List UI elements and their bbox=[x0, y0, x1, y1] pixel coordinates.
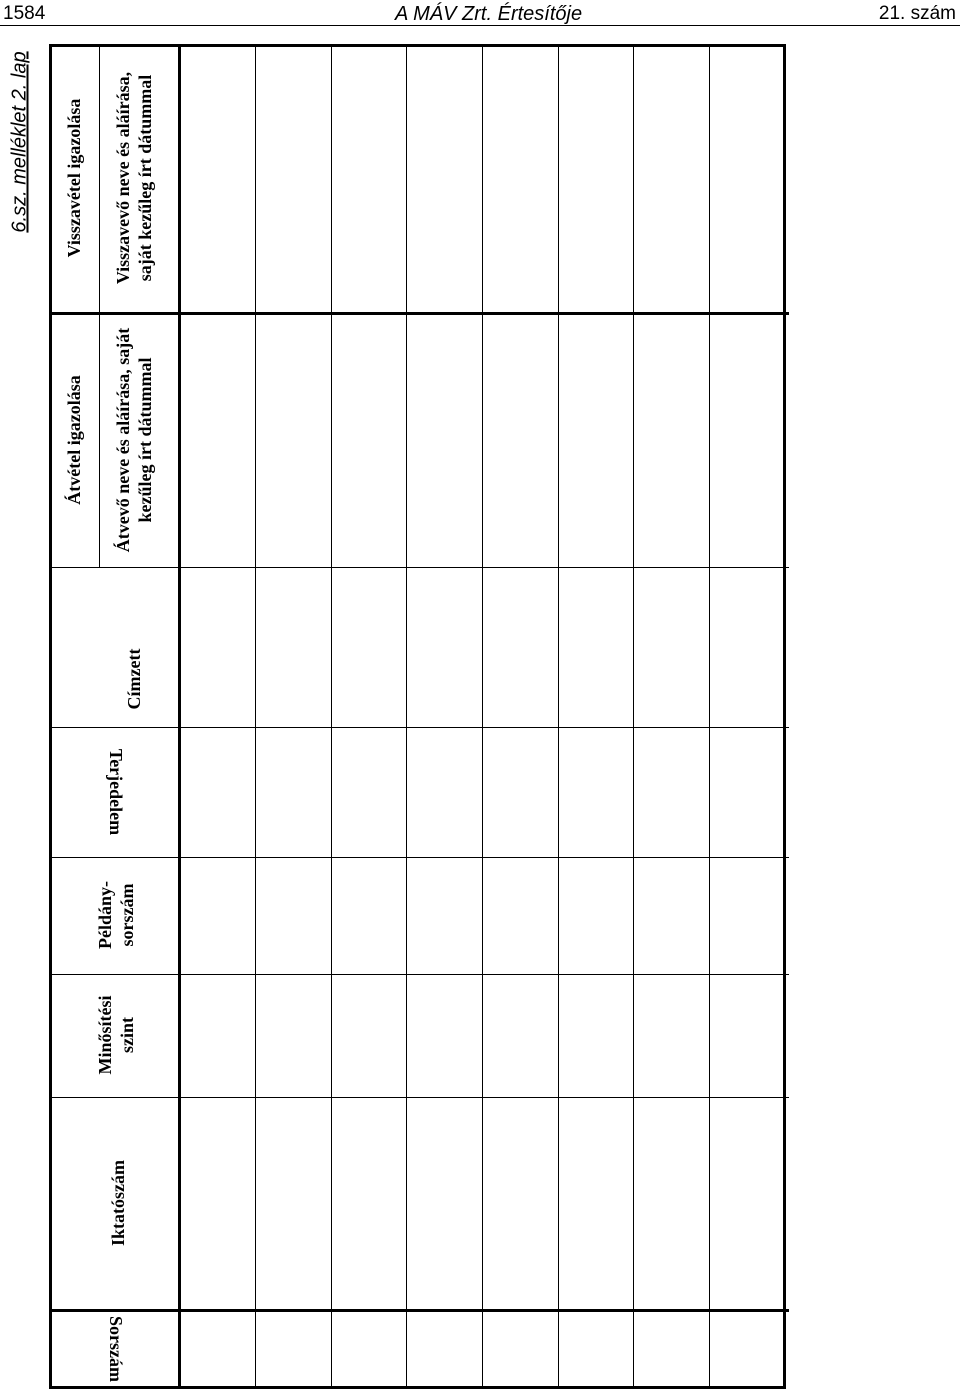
col-header-atvetel-line1: Átvevő neve és aláírása, saját bbox=[113, 327, 133, 553]
col-sep-cimzett bbox=[52, 727, 789, 728]
col-header-peldany bbox=[94, 881, 138, 949]
col-sep-visszavetel bbox=[52, 312, 789, 315]
col-header-atvetel bbox=[112, 328, 156, 552]
col-sep-terjedelem bbox=[52, 857, 789, 858]
col-header-iktatoszam: Iktatószám bbox=[108, 1160, 128, 1246]
row-line-6 bbox=[633, 47, 634, 1386]
row-line-2 bbox=[331, 47, 332, 1386]
col-header-sorszam: Sorszám bbox=[106, 1316, 126, 1382]
appendix-label-text: 6.sz. melléklet 2. lap bbox=[8, 51, 31, 233]
col-header-atvetel-group: Átvétel igazolása bbox=[64, 375, 84, 505]
header-row-separator bbox=[178, 47, 181, 1386]
issue-number: 21. szám bbox=[878, 3, 956, 24]
col-sep-minositesi bbox=[52, 1097, 789, 1098]
col-sep-atvetel bbox=[52, 567, 179, 568]
col-header-terjedelem: Terjedelem bbox=[106, 748, 126, 836]
row-line-3 bbox=[406, 47, 407, 1386]
appendix-label bbox=[5, 42, 35, 242]
page-number: 1584 bbox=[3, 3, 46, 24]
row-line-4 bbox=[482, 47, 483, 1386]
col-header-minositesi-line1: Minősítési bbox=[95, 995, 115, 1075]
col-header-visszavetel-line1: Visszavevő neve és aláírása, bbox=[113, 71, 133, 285]
row-line-7 bbox=[709, 47, 710, 1386]
col-header-visszavetel-group: Visszavétel igazolása bbox=[64, 98, 84, 258]
header-rule bbox=[0, 25, 960, 26]
col-header-minositesi bbox=[94, 996, 138, 1075]
col-header-cimzett: Címzett bbox=[124, 648, 144, 710]
register-table bbox=[49, 44, 786, 1389]
col-header-peldany-line2: sorszám bbox=[117, 883, 137, 947]
col-header-visszavetel-line2: saját kezűleg írt dátummal bbox=[135, 74, 155, 282]
col-sep-iktatoszam bbox=[52, 1309, 789, 1312]
col-header-visszavetel bbox=[112, 72, 156, 284]
col-header-peldany-line1: Példány- bbox=[95, 880, 115, 950]
page-header bbox=[0, 0, 960, 28]
col-header-minositesi-line2: szint bbox=[117, 1017, 137, 1053]
col-header-atvetel-line2: kezűleg írt dátummal bbox=[135, 357, 155, 523]
col-sep-peldany bbox=[52, 974, 789, 975]
publication-title: A MÁV Zrt. Értesítője bbox=[395, 3, 583, 25]
row-line-1 bbox=[255, 47, 256, 1386]
col-sep-atvetel-body bbox=[179, 567, 789, 568]
group-header-split bbox=[99, 47, 100, 567]
row-line-5 bbox=[558, 47, 559, 1386]
